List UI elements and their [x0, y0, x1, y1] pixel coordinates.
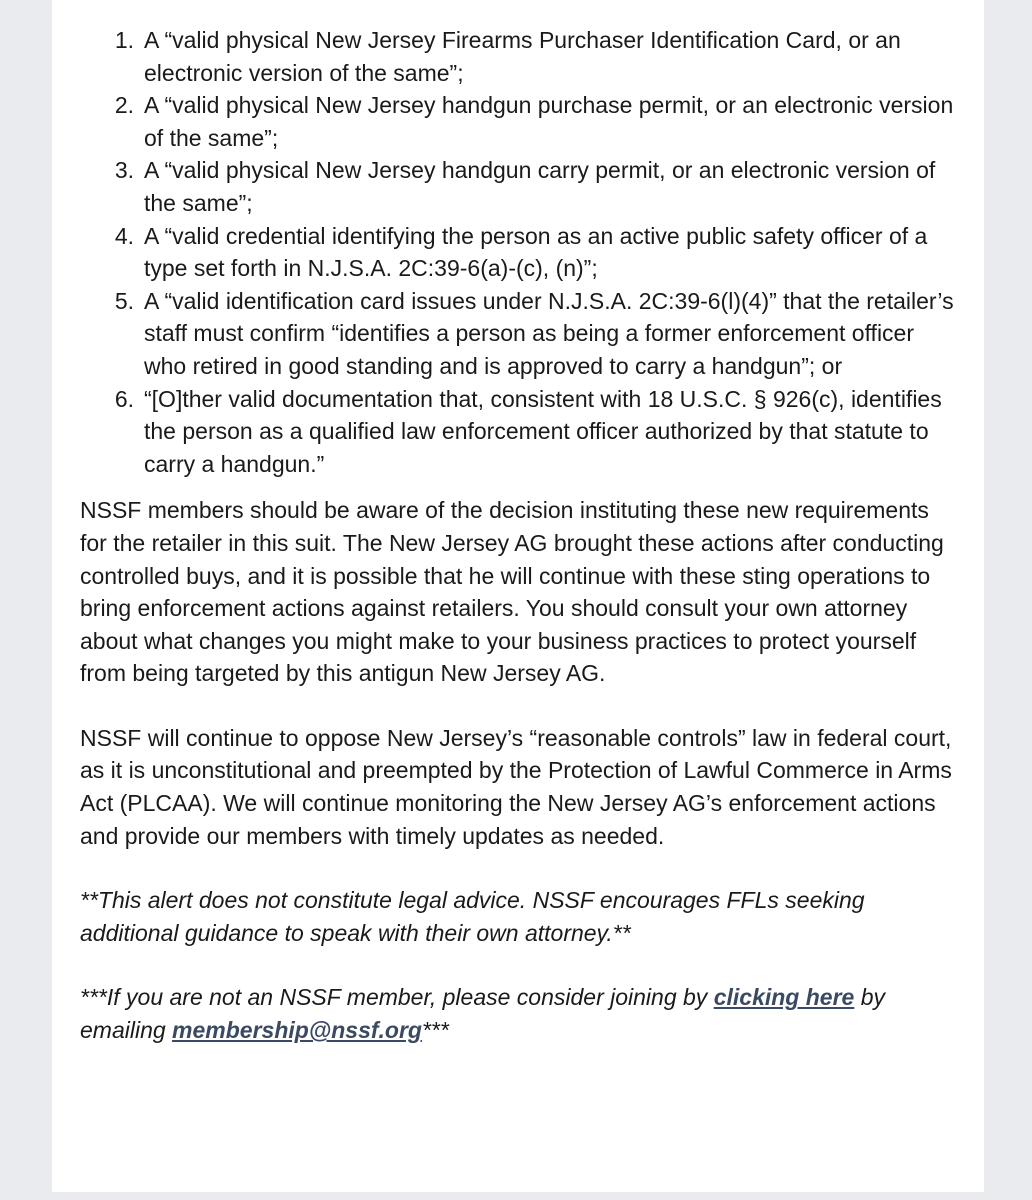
membership-email-link[interactable]: membership@nssf.org: [172, 1017, 422, 1044]
list-item-text: A “valid physical New Jersey Firearms Purchaser Identification Card, or an electronic version of the same”;: [144, 27, 901, 86]
list-item-number: 1.: [114, 27, 134, 53]
membership-note-middle: by emailing: [80, 984, 886, 1044]
list-item-text: A “valid credential identifying the person as an active public safety officer of a type set forth in N.J.S.A. 2C:39-6(a)-(c), (n)”;: [144, 222, 928, 282]
list-item: [80, 89, 956, 154]
oppose-paragraph: NSSF will continue to oppose New Jersey’s “reasonable controls” law in federal court, as it is unconstitutional and preempted by the Protection of Lawful Commerce in Arms Act (PLCAA). We will continue monitoring the New Jersey AG’s enforcement actions and provide our members with timely updates as needed.: [80, 724, 952, 849]
membership-note-prefix: ***If you are not an NSSF member, please consider joining by: [80, 984, 714, 1011]
list-item-number: 3.: [114, 157, 134, 184]
list-item: [80, 24, 956, 89]
legal-disclaimer: **This alert does not constitute legal advice. NSSF encourages FFLs seeking additional guidance to speak with their own attorney.**: [80, 887, 865, 946]
membership-note-suffix: ***: [421, 1017, 449, 1044]
document-page: [52, 0, 984, 1192]
list-item-text: A “valid identification card issues under N.J.S.A. 2C:39-6(l)(4)” that the retailer’s staff must confirm “identifies a person as being a former enforcement officer who retired in good standing and is approved to carry a handgun”; or: [144, 287, 954, 379]
list-item: [80, 220, 956, 285]
list-item: [80, 285, 956, 383]
list-item: [80, 383, 956, 481]
requirements-list: [80, 24, 956, 480]
list-item-number: 2.: [114, 92, 134, 119]
list-item-number: 6.: [114, 385, 134, 412]
list-item-number: 5.: [114, 287, 134, 314]
list-item-text: A “valid physical New Jersey handgun carry permit, or an electronic version of the same”;: [144, 157, 936, 216]
membership-note: [80, 981, 956, 1046]
list-item: [80, 154, 956, 219]
join-link[interactable]: clicking here: [713, 984, 855, 1011]
list-item-number: 4.: [114, 222, 134, 249]
awareness-paragraph: NSSF members should be aware of the decision instituting these new requirements for the retailer in this suit. The New Jersey AG brought these actions after conducting controlled buys, and it is possible that he will continue with these sting operations to bring enforcement actions against retailers. You should consult your own attorney about what changes you might make to your business practices to protect yourself from being targeted by this antigun New Jersey AG.: [80, 497, 944, 687]
list-item-text: A “valid physical New Jersey handgun purchase permit, or an electronic version of the same”;: [144, 92, 954, 151]
list-item-text: “[O]ther valid documentation that, consistent with 18 U.S.C. § 926(c), identifies the person as a qualified law enforcement officer authorized by that statute to carry a handgun.”: [144, 385, 942, 477]
